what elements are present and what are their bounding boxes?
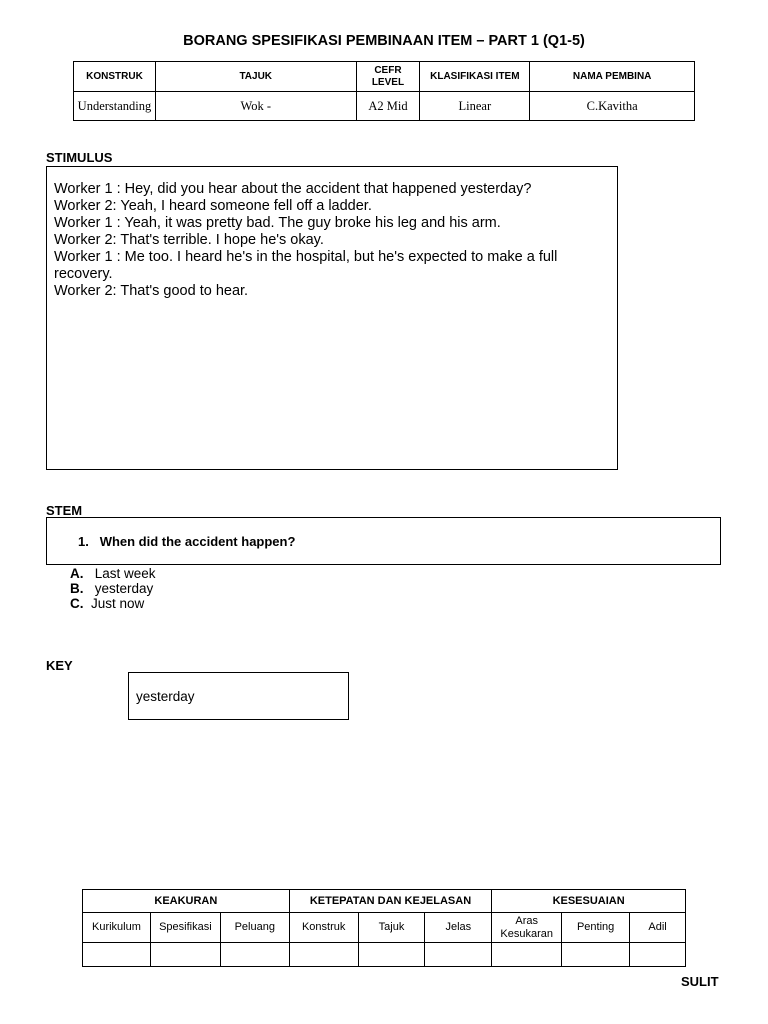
group-kesesuaian: KESESUAIAN	[492, 890, 686, 913]
header-klasifikasi: KLASIFIKASI ITEM	[420, 62, 530, 92]
header-cefr-level	[356, 62, 420, 92]
stimulus-line: Worker 1 : Yeah, it was pretty bad. The guy broke his leg and his arm.	[54, 215, 501, 231]
stimulus-line: Worker 2: Yeah, I heard someone fell off a ladder.	[54, 198, 372, 214]
stem-question	[78, 534, 295, 549]
sulit-footer: SULIT	[681, 974, 719, 989]
empty-cell	[492, 943, 562, 967]
option-letter: C.	[70, 596, 84, 611]
stimulus-line: Worker 1 : Me too. I heard he's in the hospital, but he's expected to make a full	[54, 249, 558, 265]
group-keakuran: KEAKURAN	[83, 890, 290, 913]
option-text: Just now	[91, 596, 145, 611]
option-b	[70, 581, 153, 596]
header-konstruk: KONSTRUK	[74, 62, 156, 92]
empty-cell	[630, 943, 686, 967]
col-kurikulum: Kurikulum	[83, 913, 151, 943]
value-tajuk: Wok -	[155, 92, 356, 121]
page-title: BORANG SPESIFIKASI PEMBINAAN ITEM – PART 1 (Q1-5)	[183, 33, 585, 49]
question-number: 1.	[78, 534, 89, 549]
header-cefr-line1: CEFR	[374, 64, 402, 76]
key-label: KEY	[46, 658, 73, 673]
empty-cell	[220, 943, 289, 967]
stimulus-line: Worker 1 : Hey, did you hear about the accident that happened yesterday?	[54, 181, 532, 197]
group-ketepatan-kejelasan: KETEPATAN DAN KEJELASAN	[289, 890, 492, 913]
stimulus-line: recovery.	[54, 266, 113, 282]
empty-cell	[425, 943, 492, 967]
key-value: yesterday	[136, 689, 195, 704]
col-konstruk: Konstruk	[289, 913, 358, 943]
stem-label: STEM	[46, 503, 83, 518]
question-text: When did the accident happen?	[99, 534, 296, 549]
header-tajuk: TAJUK	[155, 62, 356, 92]
empty-cell	[562, 943, 630, 967]
col-aras-kesukaran	[492, 913, 562, 943]
col-aras: Aras	[515, 914, 539, 927]
empty-cell	[83, 943, 151, 967]
empty-cell	[358, 943, 425, 967]
option-letter: A.	[70, 566, 84, 581]
value-konstruk: Understanding	[74, 92, 156, 121]
empty-cell	[150, 943, 220, 967]
col-spesifikasi: Spesifikasi	[150, 913, 220, 943]
col-jelas: Jelas	[425, 913, 492, 943]
option-letter: B.	[70, 581, 84, 596]
option-a	[70, 566, 156, 581]
col-adil: Adil	[630, 913, 686, 943]
value-cefr: A2 Mid	[356, 92, 420, 121]
empty-cell	[289, 943, 358, 967]
option-text: Last week	[94, 566, 156, 581]
stimulus-label: STIMULUS	[46, 150, 113, 165]
col-kesukaran: Kesukaran	[500, 927, 554, 940]
review-table	[82, 889, 686, 967]
stimulus-line: Worker 2: That's terrible. I hope he's okay.	[54, 232, 324, 248]
header-nama-pembina: NAMA PEMBINA	[530, 62, 695, 92]
option-c	[70, 596, 144, 611]
option-text: yesterday	[94, 581, 154, 596]
header-cefr-line2: LEVEL	[371, 76, 405, 88]
value-nama: C.Kavitha	[530, 92, 695, 121]
col-tajuk: Tajuk	[358, 913, 425, 943]
col-penting: Penting	[562, 913, 630, 943]
value-klasifikasi: Linear	[420, 92, 530, 121]
stimulus-line: Worker 2: That's good to hear.	[54, 283, 249, 299]
spec-table	[73, 61, 695, 121]
col-peluang: Peluang	[220, 913, 289, 943]
